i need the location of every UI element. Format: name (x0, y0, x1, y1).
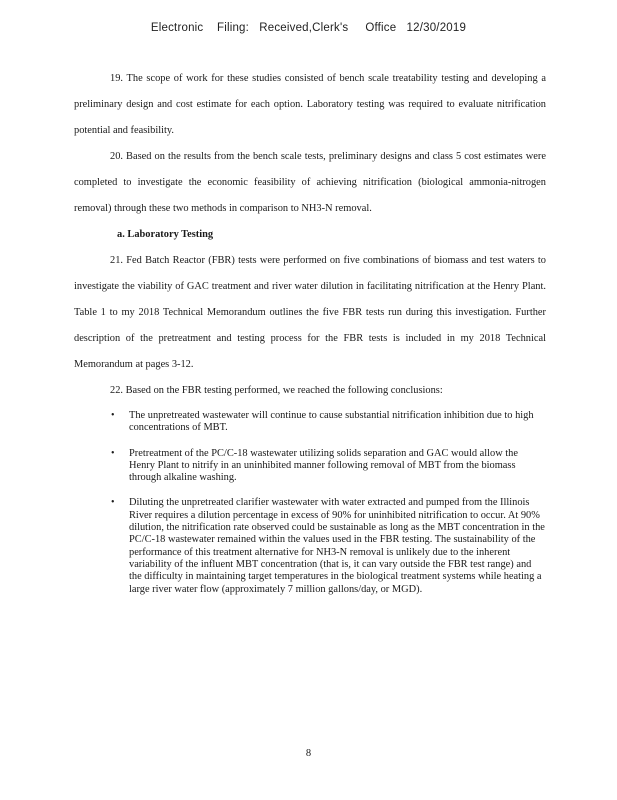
document-body (74, 66, 546, 609)
paragraph-21: 21. Fed Batch Reactor (FBR) tests were performed on five combinations of biomass and test waters to investigate the viability of GAC treatment and river water dilution in facilitating nitrification at the Henry Plant. Table 1 to my 2018 Technical Memorandum outlines the five FBR tests run during this investigation. Further description of the pretreatment and testing process for the FBR tests is included in my 2018 Technical Memorandum at pages 3-12. (74, 255, 546, 370)
page-number: 8 (305, 748, 312, 759)
bullet-icon: • (111, 447, 115, 459)
list-item (74, 497, 546, 595)
bullet-icon: • (111, 410, 115, 421)
paragraph-20: 20. Based on the results from the bench scale tests, preliminary designs and class 5 cost estimates were completed to investigate the economic feasibility of achieving nitrification (biological ammonia-nitrogen removal) through these two methods in comparison to NH3-N removal. (74, 151, 546, 214)
section-heading-laboratory-testing: a. Laboratory Testing (117, 229, 214, 240)
list-item-text: Pretreatment of the PC/C-18 wastewater utilizing solids separation and GAC would allow the Henry Plant to nitrify in an uninhibited manner following removal of MBT from the biomass through alkaline washing. (129, 447, 518, 484)
conclusions-list (74, 410, 546, 596)
list-item-text: The unpretreated wastewater will continue to cause substantial nitrification inhibition due to high concentrations of MBT. (129, 410, 534, 434)
list-item-text: Diluting the unpretreated clarifier wastewater with water extracted and pumped from the Illinois River requires a dilution percentage in excess of 90% for uninhibited nitrification to occur. At 90% dilution, the nitrification rate observed could be sustainable as long as the MBT concentration in the PC/C-18 wastewater remained within the values used in the FBR testing. The sustainability of the performance of this treatment alternative for NH3-N removal is unlikely due to the inherent variability of the influent MBT concentration (that is, it can vary outside the FBR test range) and the difficulty in maintaining target temperatures in the biological treatment systems while heating a large river water flow (approximately 7 million gallons/day, or MGD). (129, 497, 545, 595)
electronic-filing-header: Electronic Filing: Received,Clerk's Office 12/30/2019 (150, 22, 467, 34)
paragraph-19: 19. The scope of work for these studies consisted of bench scale treatability testing and developing a preliminary design and cost estimate for each option. Laboratory testing was required to evaluate nitrification potential and feasibility. (74, 73, 546, 136)
bullet-icon: • (111, 497, 115, 509)
paragraph-22: 22. Based on the FBR testing performed, we reached the following conclusions: (110, 385, 443, 396)
list-item (74, 448, 546, 485)
list-item (74, 410, 546, 435)
